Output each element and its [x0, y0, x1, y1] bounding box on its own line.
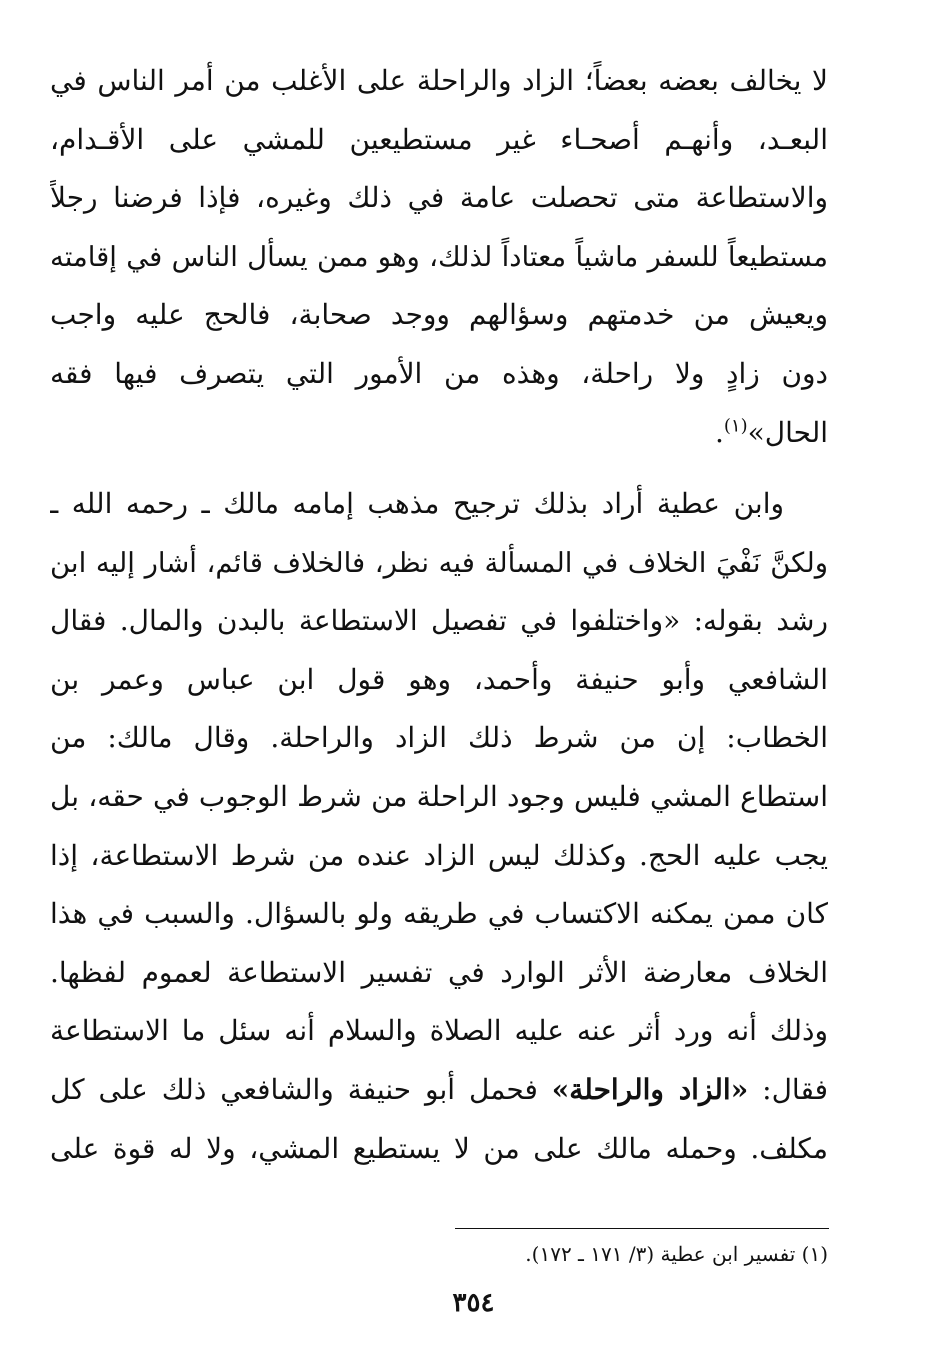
text-line: استطاع المشي فليس وجود الراحلة من شرط الوجوب في حقه، بل: [50, 779, 828, 813]
text-line: دون زادٍ ولا راحلة، وهذه من الأمور التي يتصرف فيها فقه: [50, 356, 828, 390]
text-line: الشافعي وأبو حنيفة وأحمد، وهو قول ابن عباس وعمر بن: [50, 662, 828, 696]
text-line: وابن عطية أراد بذلك ترجيح مذهب إمامه مالك ـ رحمه الله ـ: [50, 487, 784, 520]
text-line: لا يخالف بعضه بعضاً؛ الزاد والراحلة على الأغلب من أمر الناس في: [50, 64, 828, 97]
text-fragment: فحمل أبو حنيفة والشافعي ذلك على كل: [50, 1072, 552, 1106]
text-line: يجب عليه الحج. وكذلك ليس الزاد عنده من شرط الاستطاعة، إذا: [50, 838, 828, 872]
text-line: [50, 1061, 828, 1120]
text-line: مكلف. وحمله مالك على من لا يستطيع المشي، ولا له قوة على: [50, 1131, 828, 1165]
text-line: مستطيعاً للسفر ماشياً معتاداً لذلك، وهو ممن يسأل الناس في إقامته: [50, 240, 828, 273]
footnote: (١) تفسير ابن عطية (٣/ ١٧١ ـ ١٧٢).: [525, 1242, 828, 1266]
paragraph-1: [50, 52, 828, 462]
text-line: البعـد، وأنهـم أصحـاء غير مستطيعين للمشي على الأقـدام،: [50, 122, 828, 156]
text-line: الخلاف معارضة الأثر الوارد في تفسير الاستطاعة لعموم لفظها.: [50, 955, 828, 989]
text-line-last: [50, 404, 828, 463]
text-line: رشد بقوله: «واختلفوا في تفصيل الاستطاعة بالبدن والمال. فقال: [50, 604, 828, 638]
text-line: وذلك أنه ورد أثر عنه عليه الصلاة والسلام أنه سئل ما الاستطاعة: [50, 1014, 828, 1048]
text-line: كان ممن يمكنه الاكتساب في طريقه ولو بالسؤال. والسبب في هذا: [50, 897, 828, 931]
end-punctuation: .: [714, 415, 724, 449]
paragraph-2: [50, 475, 828, 1178]
text-line: ولكنَّ نَفْيَ الخلاف في المسألة فيه نظر، فالخلاف قائم، أشار إليه ابن: [50, 546, 828, 579]
text-line: الخطاب: إن من شرط ذلك الزاد والراحلة. وقال مالك: من: [50, 721, 828, 755]
text-fragment: الحال»: [747, 415, 828, 449]
footnote-marker: (١): [723, 415, 748, 437]
footnote-separator: [455, 1228, 829, 1229]
quoted-hadith: «الزاد والراحلة»: [551, 1072, 749, 1106]
page-number: ٣٥٤: [452, 1288, 495, 1318]
text-fragment: فقال:: [748, 1072, 828, 1106]
text-line: ويعيش من خدمتهم وسؤالهم ووجد صحابة، فالحج عليه واجب: [50, 298, 828, 332]
text-line: والاستطاعة متى تحصلت عامة في ذلك وغيره، فإذا فرضنا رجلاً: [50, 181, 828, 215]
